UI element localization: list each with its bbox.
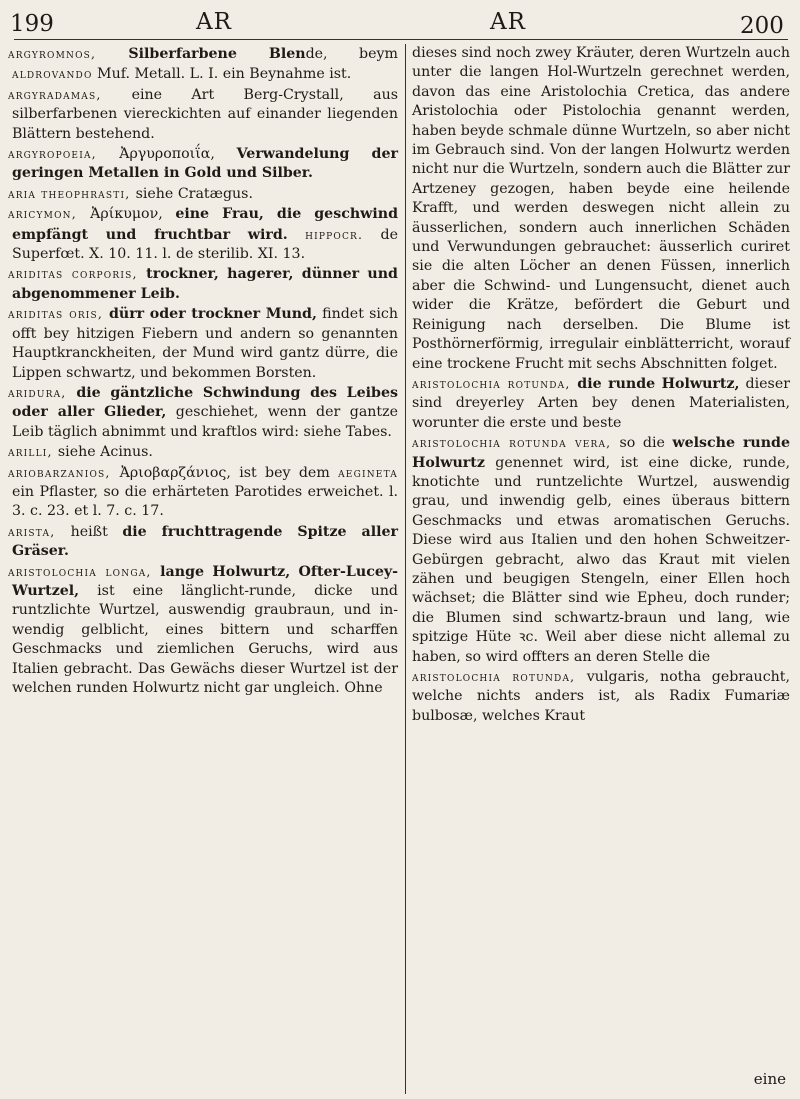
entry-lemma: argyromnos, xyxy=(8,46,129,61)
dictionary-entry xyxy=(8,85,398,144)
dictionary-entry xyxy=(8,463,398,522)
catchword: eine xyxy=(753,1070,786,1088)
left-column xyxy=(8,44,398,698)
entry-text: de Superfœt. X. 10. 11. l. de sterilib. XI. 13. xyxy=(12,226,398,263)
entry-text: ist eine länglicht-runde, dicke und runtzlichte Wurtzel, auswendig graubraun, und inwendig gelblicht, eines bittern und scharffen Geschmacks und ziemlichen Geruchs, wird aus Italien gebracht. Das Gewächs dieser Wurtzel ist der welchen runden Holwurtz nicht gar ungleich. Ohne xyxy=(12,582,398,696)
entry-lemma: ariditas corporis, xyxy=(8,266,147,282)
entry-lemma: aegineta xyxy=(338,464,398,480)
entry-text: dieses sind noch zwey Kräuter, deren Wurtzeln auch unter die langen Hol-Wurtzeln gerechnet werden, davon das eine Aristolochia Cretica, das andere Aristolochia oder Pistolochia genannt werden, haben beyde schmale dünne Wurtzeln, so aber nicht im Gebrauch sind. Von der langen Holwurtz werden nicht nur die Wurtzeln, sondern auch die Blätter zur Artzeney gezogen, haben beyde eine heilende Krafft, und werden deswegen nicht allein zu äusserlichen, sondern auch innerlichen Schäden und Verwundungen gebrauchet: äusserlich curiret sie die alten Löcher an denen Füssen, innerlich aber die Schwind- und Lungensucht, dienet auch wider die Krätze, befördert die Geburt und Reinigung nach derselben. Die Blume ist Posthörnerförmig, irregulair einblätterricht, worauf eine trockene Frucht mit sechs Abschnitten folget. xyxy=(412,45,790,372)
entry-text: geschiehet, wenn der gantze Leib täglich abnimmt und kraftlos wird: siehe Tabes. xyxy=(12,404,398,440)
dictionary-entry xyxy=(8,442,398,462)
entry-text: eine Art Berg-Crystall, aus silberfarbenen viereckichten auf einander liegenden Blättern bestehend. xyxy=(12,86,398,142)
entry-gloss-bold: Verwandelung der geringen Metallen in Gold und Silber. xyxy=(12,146,398,182)
running-header xyxy=(0,8,800,42)
entry-text: Muf. Metall. L. I. ein Beynahme ist. xyxy=(92,66,352,83)
dictionary-entry xyxy=(412,44,790,374)
entry-lemma: arilli, xyxy=(8,444,58,460)
dictionary-entry xyxy=(8,44,398,85)
entry-gloss-bold: trockner, hagerer, dünner und abgenommener Leib. xyxy=(12,266,398,302)
dictionary-entry xyxy=(412,433,790,667)
entry-lemma: aridura, xyxy=(8,384,77,400)
entry-text: Ἀργυροποιΐα, xyxy=(119,146,237,163)
entry-lemma: aria theophrasti, xyxy=(8,185,136,201)
dictionary-entry xyxy=(412,667,790,726)
entry-text: siehe Cratægus. xyxy=(135,185,253,202)
entry-text: heißt xyxy=(70,523,123,540)
dictionary-entry xyxy=(8,522,398,562)
entry-gloss-bold: Silberfarbene Blen xyxy=(128,46,306,62)
page-number-left: 199 xyxy=(10,11,54,37)
entry-text: Ἀριοβαρζάνιος, ist bey dem xyxy=(119,464,339,481)
dictionary-entry xyxy=(8,264,398,304)
entry-lemma: aristolochia longa, xyxy=(8,563,161,579)
running-headword-right: AR xyxy=(490,9,526,35)
entry-text xyxy=(288,227,305,243)
dictionary-entry xyxy=(412,374,790,433)
dictionary-entry xyxy=(8,304,398,383)
entry-gloss-bold: dürr oder trockner Mund, xyxy=(108,306,317,323)
running-headword-left: AR xyxy=(196,9,232,35)
entry-lemma: aldrovando xyxy=(12,66,93,82)
entry-lemma: aristolochia rotunda, xyxy=(412,375,578,391)
entry-text: genennet wird, ist eine dicke, runde, knotichte und runtzelichte Wurtzel, auswendig grau, und inwendig gelb, eines überaus bittern Geschmacks und etwas aromatischen Geruchs. Diese wird aus Italien und den hohen Schweitzer-Gebürgen gebracht, alwo das Kraut mit vielen zähen und beugigen Stengeln, einer Ellen hoch wächset; die Blätter sind wie Epheu, doch runder; die Blumen sind schwartz-braun und lang, wie spitzige Hüte ꝛc. Weil aber diese nicht allemal zu haben, so wird offters an deren Stelle die xyxy=(412,454,790,665)
entry-text: findet sich offt bey hitzigen Fiebern und andern so genannten Hauptkranckheiten, der Mund wird gantz dürre, die Lippen schwartz, und bekommen Borsten. xyxy=(12,306,399,381)
dictionary-entry xyxy=(8,383,398,442)
entry-lemma: aristolochia rotunda vera, xyxy=(412,435,620,451)
entry-lemma: aricymon, xyxy=(8,206,91,222)
entry-text: de, beym xyxy=(305,46,399,62)
entry-gloss-bold: die runde Holwurtz, xyxy=(577,375,740,392)
entry-text: Ἀρίκυμον, xyxy=(90,206,176,223)
entry-text: siehe Acinus. xyxy=(57,444,153,461)
entry-gloss-bold: eine Frau, die geschwind empfängt und fruchtbar wird. xyxy=(12,206,398,243)
dictionary-entry xyxy=(8,184,398,204)
entry-gloss-bold: lange Holwurtz, Ofter-Lucey-Wurtzel, xyxy=(12,563,398,599)
header-rule xyxy=(14,39,788,40)
entry-text: ein Pflaster, so die erhärteten Parotides erweichet. l. 3. c. 23. et l. 7. c. 17. xyxy=(12,483,398,520)
entry-gloss-bold: welsche runde Holwurtz xyxy=(412,435,791,471)
entry-lemma: hippocr. xyxy=(305,226,364,242)
column-divider xyxy=(405,44,406,1094)
entry-lemma: arista, xyxy=(8,523,71,539)
entry-lemma: aristolochia rotunda, xyxy=(412,669,587,684)
entry-text: so die xyxy=(619,435,673,452)
dictionary-entry xyxy=(8,562,398,699)
entry-text: vulgaris, notha gebraucht, welche nichts anders ist, als Radix Fumariæ bulbosæ, welches Kraut xyxy=(412,669,790,724)
entry-lemma: argyradamas, xyxy=(8,86,132,102)
entry-text: dieser sind dreyerley Arten bey denen Materialisten, worunter die erste und beste xyxy=(412,375,791,431)
dictionary-entry xyxy=(8,204,398,264)
entry-gloss-bold: die gäntzliche Schwindung des Leibes oder aller Glieder, xyxy=(12,384,398,421)
page-number-right: 200 xyxy=(740,13,784,39)
right-column xyxy=(412,44,790,726)
entry-lemma: ariditas oris, xyxy=(8,306,109,322)
entry-lemma: argyropoeia, xyxy=(8,146,120,162)
entry-gloss-bold: die fruchttragende Spitze aller Gräser. xyxy=(12,523,398,560)
entry-lemma: ariobarzanios, xyxy=(8,464,120,480)
dictionary-entry xyxy=(8,144,398,184)
